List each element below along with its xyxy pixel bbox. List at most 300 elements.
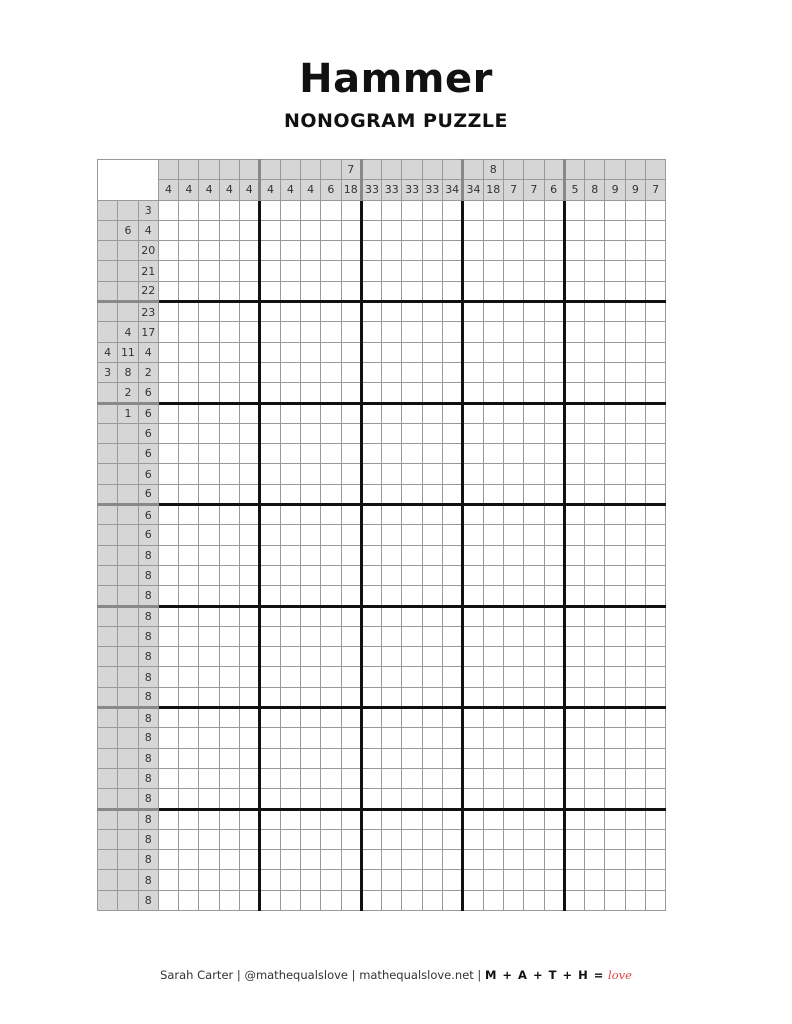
puzzle-cell[interactable] <box>443 626 463 646</box>
puzzle-cell[interactable] <box>260 626 280 646</box>
puzzle-cell[interactable] <box>625 809 645 829</box>
puzzle-cell[interactable] <box>585 870 605 890</box>
puzzle-cell[interactable] <box>585 626 605 646</box>
puzzle-cell[interactable] <box>402 586 422 606</box>
puzzle-cell[interactable] <box>280 626 300 646</box>
puzzle-cell[interactable] <box>422 484 442 504</box>
puzzle-cell[interactable] <box>463 444 483 464</box>
puzzle-cell[interactable] <box>179 647 199 667</box>
puzzle-cell[interactable] <box>646 505 666 525</box>
puzzle-cell[interactable] <box>625 383 645 403</box>
puzzle-cell[interactable] <box>321 403 341 423</box>
puzzle-cell[interactable] <box>382 241 402 261</box>
puzzle-cell[interactable] <box>219 565 239 585</box>
puzzle-cell[interactable] <box>341 708 361 728</box>
puzzle-cell[interactable] <box>463 302 483 322</box>
puzzle-cell[interactable] <box>179 383 199 403</box>
puzzle-cell[interactable] <box>544 302 564 322</box>
puzzle-cell[interactable] <box>382 708 402 728</box>
puzzle-cell[interactable] <box>361 850 381 870</box>
puzzle-cell[interactable] <box>483 403 503 423</box>
puzzle-cell[interactable] <box>544 484 564 504</box>
puzzle-cell[interactable] <box>300 342 320 362</box>
puzzle-cell[interactable] <box>646 768 666 788</box>
puzzle-cell[interactable] <box>625 505 645 525</box>
puzzle-cell[interactable] <box>199 545 219 565</box>
puzzle-cell[interactable] <box>483 809 503 829</box>
puzzle-cell[interactable] <box>585 809 605 829</box>
puzzle-cell[interactable] <box>341 667 361 687</box>
puzzle-cell[interactable] <box>483 565 503 585</box>
puzzle-cell[interactable] <box>240 545 260 565</box>
puzzle-cell[interactable] <box>524 444 544 464</box>
puzzle-cell[interactable] <box>158 281 178 301</box>
puzzle-cell[interactable] <box>260 829 280 849</box>
puzzle-cell[interactable] <box>544 241 564 261</box>
puzzle-cell[interactable] <box>585 708 605 728</box>
puzzle-cell[interactable] <box>361 505 381 525</box>
puzzle-cell[interactable] <box>382 322 402 342</box>
puzzle-cell[interactable] <box>443 403 463 423</box>
puzzle-cell[interactable] <box>402 261 422 281</box>
puzzle-cell[interactable] <box>260 768 280 788</box>
puzzle-cell[interactable] <box>402 525 422 545</box>
puzzle-cell[interactable] <box>646 383 666 403</box>
puzzle-cell[interactable] <box>219 444 239 464</box>
puzzle-cell[interactable] <box>422 200 442 220</box>
puzzle-cell[interactable] <box>402 748 422 768</box>
puzzle-cell[interactable] <box>361 667 381 687</box>
puzzle-cell[interactable] <box>179 829 199 849</box>
puzzle-cell[interactable] <box>179 200 199 220</box>
puzzle-cell[interactable] <box>605 850 625 870</box>
puzzle-cell[interactable] <box>179 302 199 322</box>
puzzle-cell[interactable] <box>483 728 503 748</box>
puzzle-cell[interactable] <box>544 565 564 585</box>
puzzle-cell[interactable] <box>341 850 361 870</box>
puzzle-cell[interactable] <box>382 545 402 565</box>
puzzle-cell[interactable] <box>280 505 300 525</box>
puzzle-cell[interactable] <box>524 220 544 240</box>
puzzle-cell[interactable] <box>605 667 625 687</box>
puzzle-cell[interactable] <box>260 850 280 870</box>
puzzle-cell[interactable] <box>646 322 666 342</box>
puzzle-cell[interactable] <box>422 890 442 910</box>
puzzle-cell[interactable] <box>524 525 544 545</box>
puzzle-cell[interactable] <box>402 302 422 322</box>
puzzle-cell[interactable] <box>300 383 320 403</box>
puzzle-cell[interactable] <box>585 261 605 281</box>
puzzle-cell[interactable] <box>503 464 523 484</box>
puzzle-cell[interactable] <box>300 444 320 464</box>
puzzle-cell[interactable] <box>300 220 320 240</box>
puzzle-cell[interactable] <box>382 220 402 240</box>
puzzle-cell[interactable] <box>199 322 219 342</box>
puzzle-cell[interactable] <box>564 708 584 728</box>
puzzle-cell[interactable] <box>280 525 300 545</box>
puzzle-cell[interactable] <box>179 241 199 261</box>
puzzle-cell[interactable] <box>240 565 260 585</box>
puzzle-cell[interactable] <box>646 525 666 545</box>
puzzle-cell[interactable] <box>321 647 341 667</box>
puzzle-cell[interactable] <box>463 748 483 768</box>
puzzle-cell[interactable] <box>585 545 605 565</box>
puzzle-cell[interactable] <box>179 444 199 464</box>
puzzle-cell[interactable] <box>463 606 483 626</box>
puzzle-cell[interactable] <box>219 261 239 281</box>
puzzle-cell[interactable] <box>503 281 523 301</box>
puzzle-cell[interactable] <box>625 423 645 443</box>
puzzle-cell[interactable] <box>646 789 666 809</box>
puzzle-cell[interactable] <box>361 708 381 728</box>
puzzle-cell[interactable] <box>625 403 645 423</box>
puzzle-cell[interactable] <box>402 322 422 342</box>
puzzle-cell[interactable] <box>402 565 422 585</box>
puzzle-cell[interactable] <box>219 200 239 220</box>
puzzle-cell[interactable] <box>219 505 239 525</box>
puzzle-cell[interactable] <box>524 362 544 382</box>
puzzle-cell[interactable] <box>341 241 361 261</box>
puzzle-cell[interactable] <box>524 342 544 362</box>
puzzle-cell[interactable] <box>503 220 523 240</box>
puzzle-cell[interactable] <box>503 606 523 626</box>
puzzle-cell[interactable] <box>625 241 645 261</box>
puzzle-cell[interactable] <box>321 261 341 281</box>
puzzle-cell[interactable] <box>199 829 219 849</box>
puzzle-cell[interactable] <box>463 565 483 585</box>
puzzle-cell[interactable] <box>280 829 300 849</box>
puzzle-cell[interactable] <box>463 362 483 382</box>
puzzle-cell[interactable] <box>483 261 503 281</box>
puzzle-cell[interactable] <box>260 403 280 423</box>
puzzle-cell[interactable] <box>585 281 605 301</box>
puzzle-cell[interactable] <box>443 809 463 829</box>
puzzle-cell[interactable] <box>219 667 239 687</box>
puzzle-cell[interactable] <box>260 890 280 910</box>
puzzle-cell[interactable] <box>422 281 442 301</box>
puzzle-cell[interactable] <box>463 728 483 748</box>
puzzle-cell[interactable] <box>463 383 483 403</box>
puzzle-cell[interactable] <box>585 890 605 910</box>
puzzle-cell[interactable] <box>280 220 300 240</box>
puzzle-cell[interactable] <box>544 423 564 443</box>
puzzle-cell[interactable] <box>422 545 442 565</box>
puzzle-cell[interactable] <box>341 220 361 240</box>
puzzle-cell[interactable] <box>463 322 483 342</box>
puzzle-cell[interactable] <box>544 464 564 484</box>
puzzle-cell[interactable] <box>463 423 483 443</box>
puzzle-cell[interactable] <box>402 809 422 829</box>
puzzle-cell[interactable] <box>260 484 280 504</box>
puzzle-cell[interactable] <box>443 850 463 870</box>
puzzle-cell[interactable] <box>158 789 178 809</box>
puzzle-cell[interactable] <box>483 464 503 484</box>
puzzle-cell[interactable] <box>646 565 666 585</box>
puzzle-cell[interactable] <box>260 647 280 667</box>
puzzle-cell[interactable] <box>321 667 341 687</box>
puzzle-cell[interactable] <box>219 890 239 910</box>
puzzle-cell[interactable] <box>646 667 666 687</box>
puzzle-cell[interactable] <box>219 362 239 382</box>
puzzle-cell[interactable] <box>321 708 341 728</box>
puzzle-cell[interactable] <box>443 768 463 788</box>
puzzle-cell[interactable] <box>158 687 178 707</box>
puzzle-cell[interactable] <box>158 768 178 788</box>
puzzle-cell[interactable] <box>321 464 341 484</box>
puzzle-cell[interactable] <box>240 281 260 301</box>
puzzle-cell[interactable] <box>402 789 422 809</box>
puzzle-cell[interactable] <box>605 870 625 890</box>
puzzle-cell[interactable] <box>382 261 402 281</box>
puzzle-cell[interactable] <box>382 383 402 403</box>
puzzle-cell[interactable] <box>199 850 219 870</box>
puzzle-cell[interactable] <box>199 200 219 220</box>
puzzle-cell[interactable] <box>341 383 361 403</box>
puzzle-cell[interactable] <box>483 525 503 545</box>
puzzle-cell[interactable] <box>199 606 219 626</box>
puzzle-cell[interactable] <box>605 423 625 443</box>
puzzle-cell[interactable] <box>199 383 219 403</box>
puzzle-cell[interactable] <box>382 606 402 626</box>
puzzle-cell[interactable] <box>483 362 503 382</box>
puzzle-cell[interactable] <box>625 484 645 504</box>
puzzle-cell[interactable] <box>240 444 260 464</box>
puzzle-cell[interactable] <box>158 220 178 240</box>
puzzle-cell[interactable] <box>382 200 402 220</box>
puzzle-cell[interactable] <box>524 606 544 626</box>
puzzle-cell[interactable] <box>503 403 523 423</box>
puzzle-cell[interactable] <box>179 890 199 910</box>
puzzle-cell[interactable] <box>564 687 584 707</box>
puzzle-cell[interactable] <box>260 302 280 322</box>
puzzle-cell[interactable] <box>605 261 625 281</box>
puzzle-cell[interactable] <box>544 342 564 362</box>
puzzle-cell[interactable] <box>443 545 463 565</box>
puzzle-cell[interactable] <box>524 626 544 646</box>
puzzle-cell[interactable] <box>585 748 605 768</box>
puzzle-cell[interactable] <box>625 525 645 545</box>
puzzle-cell[interactable] <box>321 829 341 849</box>
puzzle-cell[interactable] <box>646 484 666 504</box>
puzzle-cell[interactable] <box>240 505 260 525</box>
puzzle-cell[interactable] <box>341 890 361 910</box>
puzzle-cell[interactable] <box>605 281 625 301</box>
puzzle-cell[interactable] <box>158 626 178 646</box>
puzzle-cell[interactable] <box>524 687 544 707</box>
puzzle-cell[interactable] <box>483 586 503 606</box>
puzzle-cell[interactable] <box>260 870 280 890</box>
puzzle-cell[interactable] <box>422 586 442 606</box>
puzzle-cell[interactable] <box>483 423 503 443</box>
puzzle-cell[interactable] <box>503 626 523 646</box>
puzzle-cell[interactable] <box>544 708 564 728</box>
puzzle-cell[interactable] <box>503 748 523 768</box>
puzzle-cell[interactable] <box>483 768 503 788</box>
puzzle-cell[interactable] <box>443 606 463 626</box>
puzzle-cell[interactable] <box>503 565 523 585</box>
puzzle-cell[interactable] <box>585 302 605 322</box>
puzzle-cell[interactable] <box>341 626 361 646</box>
puzzle-cell[interactable] <box>341 362 361 382</box>
puzzle-cell[interactable] <box>483 545 503 565</box>
puzzle-cell[interactable] <box>260 322 280 342</box>
puzzle-cell[interactable] <box>361 200 381 220</box>
puzzle-cell[interactable] <box>280 809 300 829</box>
puzzle-cell[interactable] <box>605 647 625 667</box>
puzzle-cell[interactable] <box>382 302 402 322</box>
puzzle-cell[interactable] <box>646 829 666 849</box>
puzzle-cell[interactable] <box>300 647 320 667</box>
puzzle-cell[interactable] <box>463 647 483 667</box>
puzzle-cell[interactable] <box>646 708 666 728</box>
puzzle-cell[interactable] <box>361 647 381 667</box>
puzzle-cell[interactable] <box>625 748 645 768</box>
puzzle-cell[interactable] <box>199 241 219 261</box>
puzzle-cell[interactable] <box>199 667 219 687</box>
puzzle-cell[interactable] <box>646 687 666 707</box>
puzzle-cell[interactable] <box>300 302 320 322</box>
puzzle-cell[interactable] <box>300 505 320 525</box>
puzzle-cell[interactable] <box>646 647 666 667</box>
puzzle-cell[interactable] <box>605 687 625 707</box>
puzzle-cell[interactable] <box>605 302 625 322</box>
puzzle-cell[interactable] <box>402 728 422 748</box>
puzzle-cell[interactable] <box>361 322 381 342</box>
puzzle-cell[interactable] <box>382 505 402 525</box>
puzzle-cell[interactable] <box>341 261 361 281</box>
puzzle-cell[interactable] <box>625 626 645 646</box>
puzzle-cell[interactable] <box>402 383 422 403</box>
puzzle-cell[interactable] <box>158 505 178 525</box>
puzzle-cell[interactable] <box>402 220 422 240</box>
puzzle-cell[interactable] <box>463 342 483 362</box>
puzzle-cell[interactable] <box>544 281 564 301</box>
puzzle-cell[interactable] <box>422 687 442 707</box>
puzzle-cell[interactable] <box>605 444 625 464</box>
puzzle-cell[interactable] <box>503 647 523 667</box>
puzzle-cell[interactable] <box>443 667 463 687</box>
puzzle-cell[interactable] <box>585 850 605 870</box>
puzzle-cell[interactable] <box>382 403 402 423</box>
puzzle-cell[interactable] <box>179 464 199 484</box>
puzzle-cell[interactable] <box>646 220 666 240</box>
puzzle-cell[interactable] <box>382 647 402 667</box>
puzzle-cell[interactable] <box>443 383 463 403</box>
puzzle-cell[interactable] <box>422 464 442 484</box>
puzzle-cell[interactable] <box>585 342 605 362</box>
puzzle-cell[interactable] <box>321 870 341 890</box>
puzzle-cell[interactable] <box>625 200 645 220</box>
puzzle-cell[interactable] <box>605 403 625 423</box>
puzzle-cell[interactable] <box>646 200 666 220</box>
puzzle-cell[interactable] <box>219 870 239 890</box>
puzzle-cell[interactable] <box>402 687 422 707</box>
puzzle-cell[interactable] <box>503 241 523 261</box>
puzzle-cell[interactable] <box>625 464 645 484</box>
puzzle-cell[interactable] <box>219 342 239 362</box>
puzzle-cell[interactable] <box>483 322 503 342</box>
puzzle-cell[interactable] <box>625 362 645 382</box>
puzzle-cell[interactable] <box>361 687 381 707</box>
puzzle-cell[interactable] <box>382 484 402 504</box>
puzzle-cell[interactable] <box>321 423 341 443</box>
puzzle-cell[interactable] <box>321 525 341 545</box>
puzzle-cell[interactable] <box>564 302 584 322</box>
puzzle-cell[interactable] <box>300 464 320 484</box>
puzzle-cell[interactable] <box>625 220 645 240</box>
puzzle-cell[interactable] <box>524 565 544 585</box>
puzzle-cell[interactable] <box>463 850 483 870</box>
puzzle-cell[interactable] <box>179 281 199 301</box>
puzzle-cell[interactable] <box>361 484 381 504</box>
puzzle-cell[interactable] <box>240 708 260 728</box>
puzzle-cell[interactable] <box>524 870 544 890</box>
puzzle-cell[interactable] <box>524 545 544 565</box>
puzzle-cell[interactable] <box>483 748 503 768</box>
puzzle-cell[interactable] <box>158 403 178 423</box>
puzzle-cell[interactable] <box>199 890 219 910</box>
puzzle-cell[interactable] <box>361 748 381 768</box>
puzzle-cell[interactable] <box>240 728 260 748</box>
puzzle-cell[interactable] <box>260 444 280 464</box>
puzzle-cell[interactable] <box>625 606 645 626</box>
puzzle-cell[interactable] <box>361 890 381 910</box>
puzzle-cell[interactable] <box>219 586 239 606</box>
puzzle-cell[interactable] <box>158 261 178 281</box>
puzzle-cell[interactable] <box>585 829 605 849</box>
puzzle-cell[interactable] <box>585 728 605 748</box>
puzzle-cell[interactable] <box>199 261 219 281</box>
puzzle-cell[interactable] <box>321 302 341 322</box>
puzzle-cell[interactable] <box>219 302 239 322</box>
puzzle-cell[interactable] <box>341 748 361 768</box>
puzzle-cell[interactable] <box>199 870 219 890</box>
puzzle-cell[interactable] <box>605 728 625 748</box>
puzzle-cell[interactable] <box>240 342 260 362</box>
puzzle-cell[interactable] <box>361 362 381 382</box>
puzzle-cell[interactable] <box>483 789 503 809</box>
puzzle-cell[interactable] <box>341 423 361 443</box>
puzzle-cell[interactable] <box>300 728 320 748</box>
puzzle-cell[interactable] <box>300 850 320 870</box>
puzzle-cell[interactable] <box>280 606 300 626</box>
puzzle-cell[interactable] <box>463 241 483 261</box>
puzzle-cell[interactable] <box>483 281 503 301</box>
puzzle-cell[interactable] <box>585 362 605 382</box>
puzzle-cell[interactable] <box>260 789 280 809</box>
puzzle-cell[interactable] <box>361 728 381 748</box>
puzzle-cell[interactable] <box>280 586 300 606</box>
puzzle-cell[interactable] <box>260 748 280 768</box>
puzzle-cell[interactable] <box>158 829 178 849</box>
puzzle-cell[interactable] <box>300 748 320 768</box>
puzzle-cell[interactable] <box>422 220 442 240</box>
puzzle-cell[interactable] <box>158 423 178 443</box>
puzzle-cell[interactable] <box>422 261 442 281</box>
puzzle-cell[interactable] <box>402 626 422 646</box>
puzzle-cell[interactable] <box>524 728 544 748</box>
puzzle-cell[interactable] <box>199 220 219 240</box>
puzzle-cell[interactable] <box>199 586 219 606</box>
puzzle-cell[interactable] <box>625 281 645 301</box>
puzzle-cell[interactable] <box>300 809 320 829</box>
puzzle-cell[interactable] <box>605 362 625 382</box>
puzzle-cell[interactable] <box>605 525 625 545</box>
puzzle-cell[interactable] <box>402 708 422 728</box>
puzzle-cell[interactable] <box>321 545 341 565</box>
puzzle-cell[interactable] <box>503 200 523 220</box>
puzzle-cell[interactable] <box>219 220 239 240</box>
